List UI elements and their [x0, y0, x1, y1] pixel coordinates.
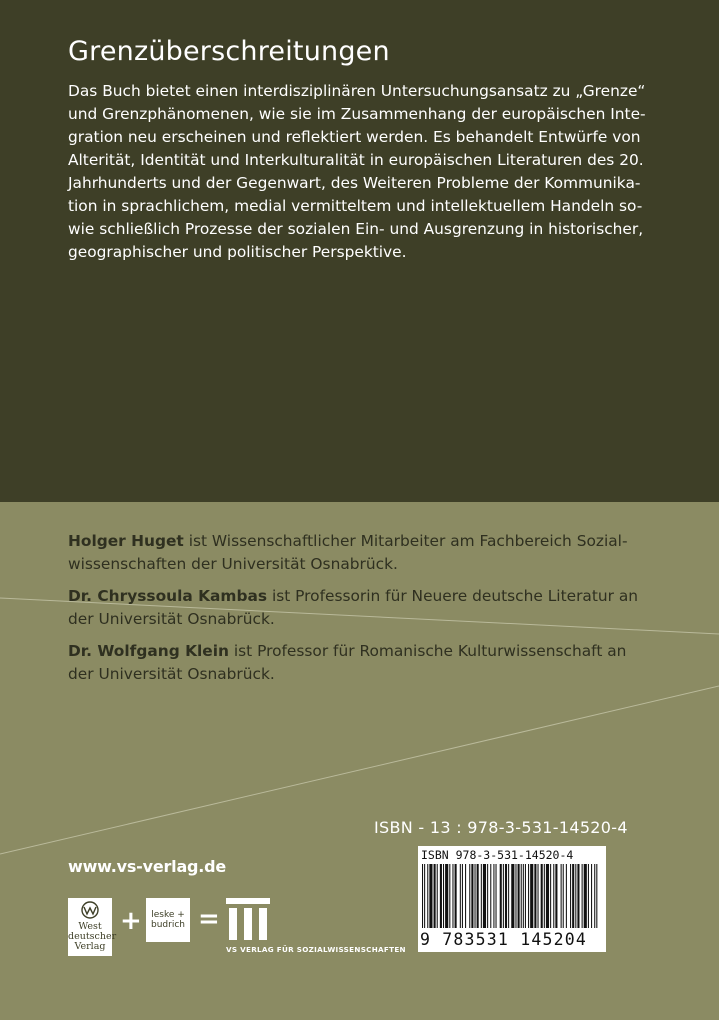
- barcode-bar: [566, 864, 567, 928]
- plus-sign: +: [120, 906, 142, 936]
- barcode-bar: [427, 864, 428, 928]
- barcode-bar: [471, 864, 473, 928]
- barcode-bar: [596, 864, 597, 928]
- description-line: Jahrhunderts und der Gegenwart, des Weiteren Probleme der Kommunika-: [68, 174, 641, 192]
- barcode-bar: [544, 864, 545, 928]
- author-bio: [68, 640, 668, 685]
- author-name: Dr. Wolfgang Klein: [68, 642, 229, 660]
- author-bio-text: ist Wissenschaftlicher Mitarbeiter am Fachbereich Sozial-: [183, 532, 628, 550]
- barcode-bar: [487, 864, 488, 928]
- author-bio-text: wissenschaften der Universität Osnabrück.: [68, 554, 398, 573]
- barcode-bar: [563, 864, 564, 928]
- barcode-bar: [582, 864, 583, 928]
- barcode-bars: [422, 864, 602, 930]
- barcode-bar: [445, 864, 448, 928]
- publisher-url[interactable]: www.vs-verlag.de: [68, 857, 227, 876]
- barcode-bar: [465, 864, 466, 928]
- barcode-bar: [475, 864, 476, 928]
- description-line: wie schließlich Prozesse der sozialen Ein- und Ausgrenzung in historischer,: [68, 220, 644, 238]
- westdeutscher-verlag-logo: West deutscher Verlag: [68, 898, 112, 956]
- barcode-bar: [424, 864, 425, 928]
- book-title: Grenzüberschreitungen: [68, 36, 390, 67]
- barcode-bar: [515, 864, 516, 928]
- description-line: Alterität, Identität und Interkulturalität in europäischen Literaturen des 20.: [68, 151, 644, 169]
- barcode-bar: [584, 864, 587, 928]
- barcode-bar: [577, 864, 579, 928]
- barcode-bar: [440, 864, 442, 928]
- barcode-bar: [437, 864, 438, 928]
- description-line: tion in sprachlichem, medial vermitteltem und intellektuellem Handeln so-: [68, 197, 643, 215]
- description-line: geographischer und politischer Perspektive.: [68, 243, 407, 261]
- barcode-bar: [434, 864, 436, 928]
- barcode-bar: [503, 864, 504, 928]
- barcode-bar: [505, 864, 507, 928]
- barcode-bar: [483, 864, 486, 928]
- barcode-bar: [521, 864, 522, 928]
- barcode-bar: [570, 864, 571, 928]
- barcode-bar: [500, 864, 502, 928]
- barcode-bar: [594, 864, 595, 928]
- barcode-bar: [534, 864, 536, 928]
- author-bio-text: ist Professor für Romanische Kulturwissenschaft an: [228, 642, 627, 660]
- author-bio: [68, 530, 668, 575]
- isbn-label: ISBN - 13 : 978-3-531-14520-4: [374, 818, 628, 837]
- author-bio-text: der Universität Osnabrück.: [68, 609, 275, 628]
- barcode-bar: [523, 864, 524, 928]
- barcode-bar: [588, 864, 589, 928]
- barcode-bar: [496, 864, 497, 928]
- equals-sign: =: [198, 904, 220, 934]
- barcode-bar: [508, 864, 509, 928]
- description-line: Das Buch bietet einen interdisziplinären Untersuchungsansatz zu „Grenze“: [68, 82, 646, 100]
- barcode-bar: [530, 864, 533, 928]
- barcode-bar: [591, 864, 592, 928]
- wdv-emblem-icon: [80, 900, 100, 920]
- barcode-bar: [550, 864, 551, 928]
- author-bio-text: ist Professorin für Neuere deutsche Literatur an: [267, 587, 639, 605]
- author-name: Dr. Chryssoula Kambas: [68, 587, 268, 605]
- barcode-bar: [460, 864, 461, 928]
- barcode-bar: [538, 864, 539, 928]
- barcode-bar: [490, 864, 491, 928]
- barcode-bar: [555, 864, 557, 928]
- barcode-bar: [455, 864, 457, 928]
- barcode: [418, 846, 606, 952]
- barcode-bar: [561, 864, 562, 928]
- barcode-number: 9 783531 145204: [420, 930, 588, 949]
- barcode-bar: [541, 864, 543, 928]
- barcode-bar: [575, 864, 576, 928]
- vs-verlag-logo: [226, 898, 270, 940]
- vs-verlag-name: VS VERLAG FÜR SOZIALWISSENSCHAFTEN: [226, 945, 406, 954]
- description-line: und Grenzphänomenen, wie sie im Zusammenhang der europäischen Inte-: [68, 105, 646, 123]
- barcode-bar: [481, 864, 482, 928]
- barcode-bar: [518, 864, 520, 928]
- barcode-bar: [449, 864, 450, 928]
- barcode-bar: [525, 864, 526, 928]
- barcode-bar: [493, 864, 494, 928]
- barcode-bar: [528, 864, 529, 928]
- barcode-bar: [443, 864, 444, 928]
- barcode-bar: [553, 864, 554, 928]
- book-description: [68, 80, 654, 264]
- description-line: gration neu erscheinen und reflektiert werden. Es behandelt Entwürfe von: [68, 128, 641, 146]
- author-name: Holger Huget: [68, 532, 184, 550]
- barcode-bar: [469, 864, 470, 928]
- barcode-isbn-text: ISBN 978-3-531-14520-4: [421, 848, 574, 862]
- barcode-bar: [572, 864, 574, 928]
- barcode-bar: [462, 864, 463, 928]
- author-bio-text: der Universität Osnabrück.: [68, 664, 275, 683]
- barcode-bar: [511, 864, 514, 928]
- barcode-bar: [429, 864, 432, 928]
- author-bios: [68, 530, 668, 695]
- leske-budrich-logo: leske + budrich: [146, 898, 190, 942]
- barcode-bar: [452, 864, 453, 928]
- barcode-bar: [422, 864, 423, 928]
- barcode-bar: [477, 864, 479, 928]
- barcode-bar: [546, 864, 549, 928]
- author-bio: [68, 585, 668, 630]
